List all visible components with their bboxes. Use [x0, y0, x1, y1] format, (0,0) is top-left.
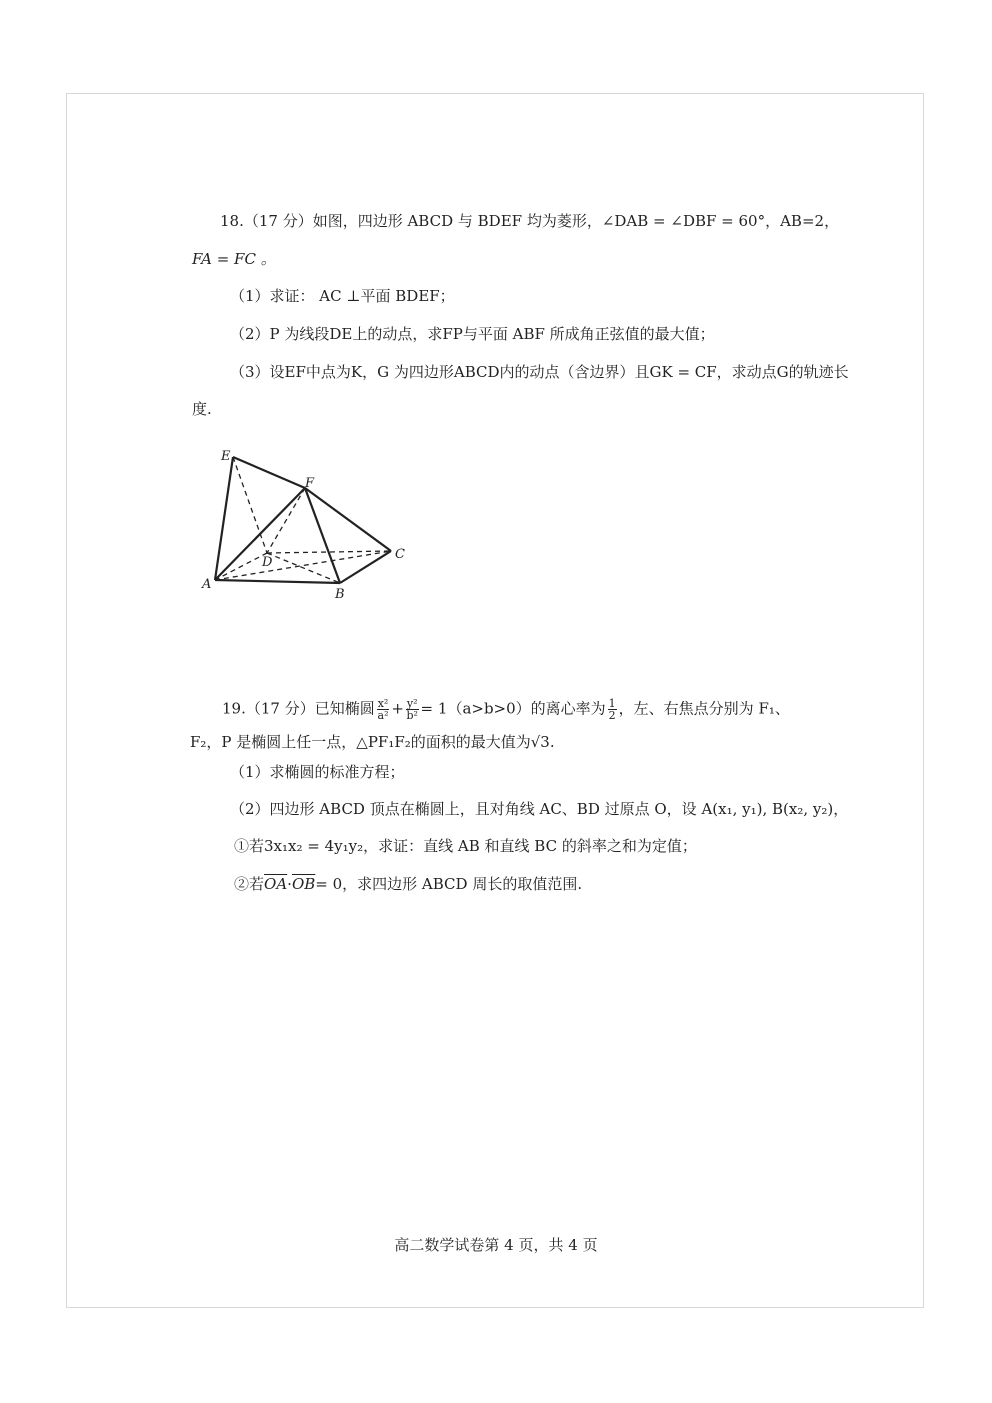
sub2-suffix: = 0，求四边形 ABCD 周长的取值范围.	[315, 875, 583, 893]
q19-part1: （1）求椭圆的标准方程；	[230, 763, 405, 781]
q18-part3: （3）设EF中点为K，G 为四边形ABCD内的动点（含边界）且GK = CF，求动点G的轨迹长	[230, 363, 849, 381]
label-E: E	[221, 449, 231, 464]
q19-line2: F₂，P 是椭圆上任一点，△PF₁F₂的面积的最大值为√3.	[190, 733, 555, 751]
q19-sub2	[234, 874, 582, 894]
q18-part2: （2）P 为线段DE上的动点，求FP与平面 ABF 所成角正弦值的最大值；	[230, 325, 715, 343]
q18-part1: （1）求证： AC ⊥平面 BDEF；	[230, 287, 455, 305]
q19-eq: = 1	[420, 699, 448, 718]
dot-operator: ·	[287, 875, 292, 893]
q19-plus: +	[391, 699, 404, 718]
frac-y-num: y²	[406, 697, 418, 710]
label-A: A	[202, 577, 212, 592]
q18-line2: FA = FC 。	[192, 250, 276, 268]
q19-frac-half	[608, 698, 617, 721]
label-C: C	[395, 547, 405, 562]
q19-line1	[222, 698, 790, 721]
vector-oa: $\overline{OA}$	[264, 875, 288, 893]
q19-tail: ，左、右焦点分别为 F₁、	[618, 699, 790, 718]
label-D: D	[262, 555, 273, 570]
frac-x-num: x²	[377, 697, 389, 710]
page-footer: 高二数学试卷第 4 页，共 4 页	[394, 1236, 598, 1254]
vector-ob: $\overline{OB}$	[291, 875, 316, 893]
q18-figure	[195, 440, 415, 605]
half-num: 1	[608, 697, 616, 710]
label-B: B	[335, 587, 345, 602]
label-F: F	[305, 476, 315, 491]
q19-intro: 19.（17 分）已知椭圆	[222, 699, 375, 718]
frac-y-den: b²	[406, 709, 418, 722]
q18-line1: 18.（17 分）如图，四边形 ABCD 与 BDEF 均为菱形，∠DAB = ∠DBF = 60°，AB=2，	[220, 212, 840, 230]
q19-part2: （2）四边形 ABCD 顶点在椭圆上，且对角线 AC、BD 过原点 O，设 A(x₁, y₁), B(x₂, y₂)，	[230, 800, 849, 818]
q19-frac-x	[377, 698, 390, 721]
sub2-prefix: ②若	[234, 875, 265, 893]
q19-sub1: ①若3x₁x₂ = 4y₁y₂，求证：直线 AB 和直线 BC 的斜率之和为定值；	[234, 837, 697, 855]
q19-cond: （a>b>0）的离心率为	[447, 699, 606, 718]
q19-frac-y	[406, 698, 419, 721]
half-den: 2	[608, 709, 616, 722]
frac-x-den: a²	[377, 709, 389, 722]
q18-part3-cont: 度.	[192, 400, 212, 418]
